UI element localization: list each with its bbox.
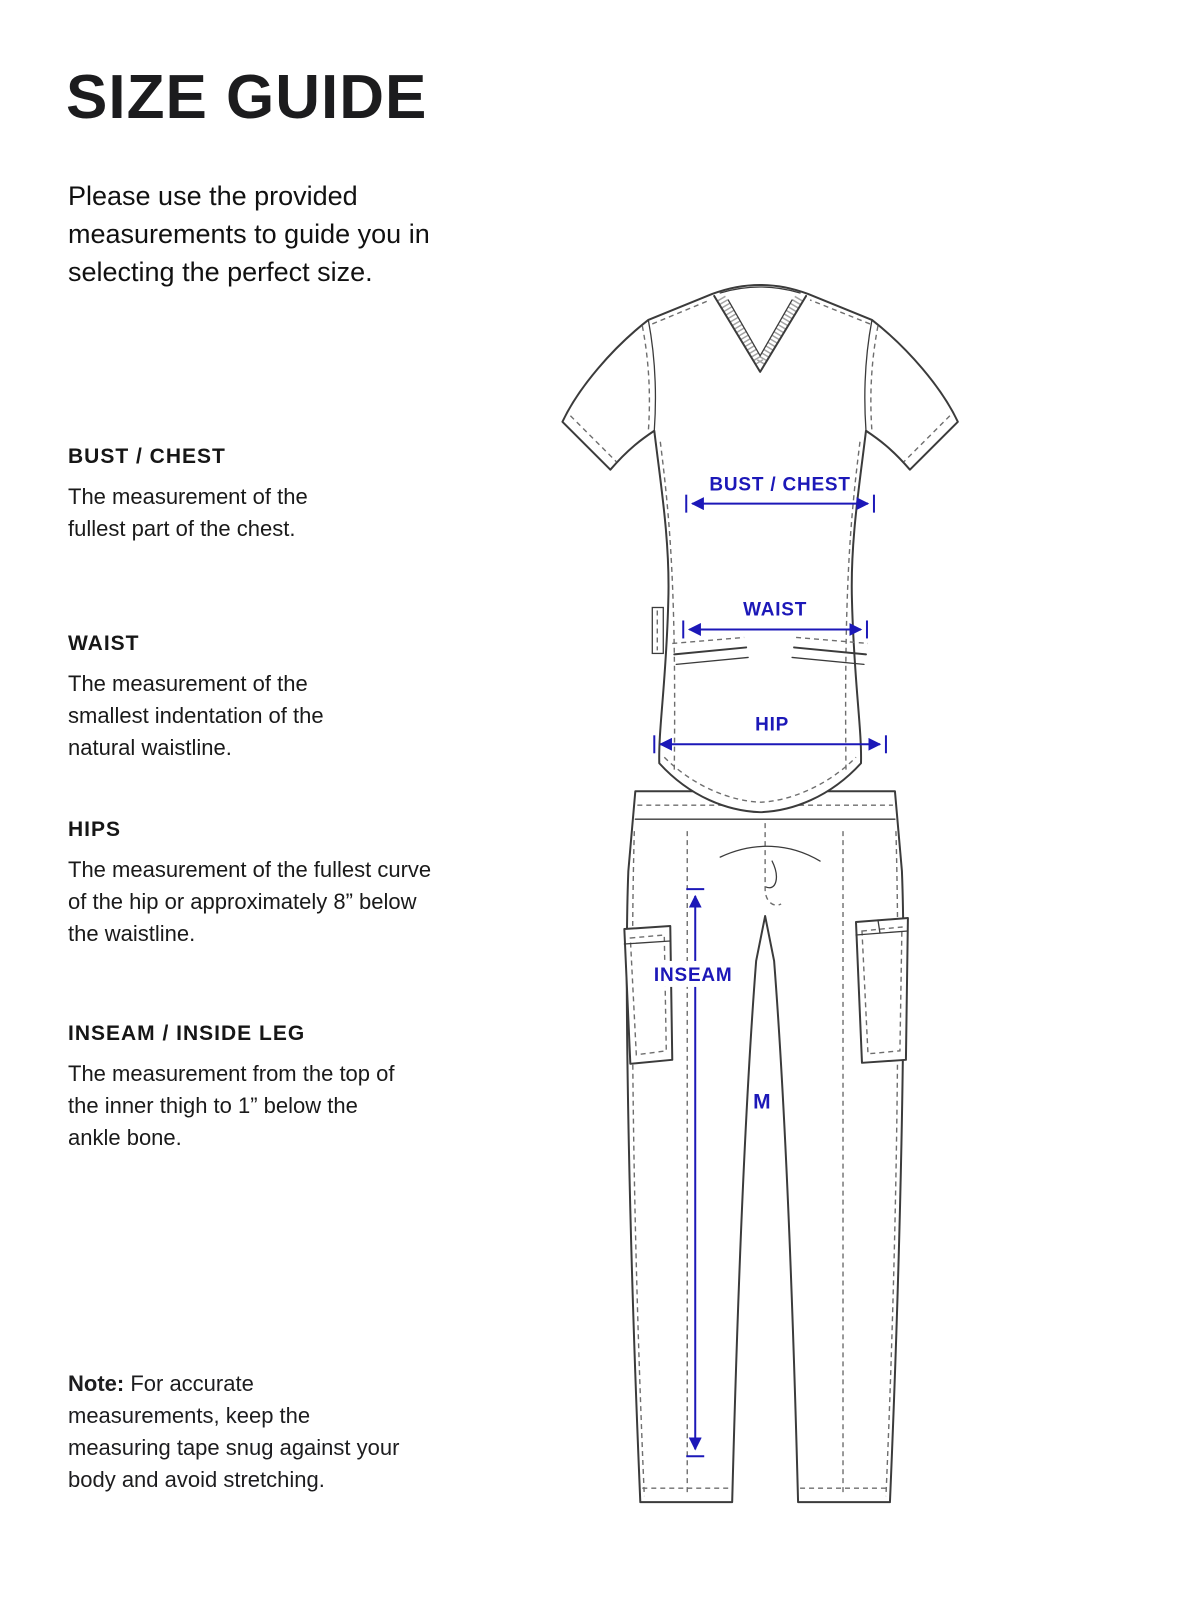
- inseam-label: INSEAM: [653, 964, 733, 986]
- section-hips: [68, 818, 436, 950]
- section-waist: [68, 632, 373, 764]
- section-inseam: [68, 1022, 413, 1154]
- section-hips-heading: HIPS: [68, 818, 122, 841]
- section-bust-body: The measurement of the fullest part of the chest.: [68, 484, 308, 541]
- waist-label: WAIST: [743, 599, 808, 621]
- scrub-pants-drawing: [624, 791, 908, 1502]
- intro-text: Please use the provided measurements to guide you in selecting the perfect size.: [68, 181, 430, 287]
- section-waist-body: The measurement of the smallest indentation of the natural waistline.: [68, 671, 324, 760]
- page-title: SIZE GUIDE: [66, 63, 428, 132]
- bust-chest-label: BUST / CHEST: [709, 474, 851, 496]
- side-tab-detail: [652, 607, 663, 653]
- pants-outline: [627, 791, 904, 1502]
- note-label: Note:: [68, 1371, 125, 1396]
- note-body: For accurate measurements, keep the measuring tape snug against your body and avoid stretching.: [68, 1371, 400, 1492]
- section-waist-heading: WAIST: [68, 632, 140, 655]
- section-inseam-heading: INSEAM / INSIDE LEG: [68, 1022, 306, 1045]
- size-diagram: [540, 272, 1160, 1600]
- hip-label: HIP: [755, 714, 790, 736]
- section-bust: [68, 445, 353, 545]
- section-hips-body: The measurement of the fullest curve of the hip or approximately 8” below the waistline.: [68, 857, 432, 946]
- section-bust-heading: BUST / CHEST: [68, 445, 226, 468]
- section-inseam-body: The measurement from the top of the inner thigh to 1” below the ankle bone.: [68, 1061, 395, 1150]
- right-cargo-pocket: [856, 918, 908, 1063]
- size-letter-label: M: [753, 1090, 772, 1114]
- left-cargo-pocket: [624, 926, 672, 1064]
- note-text: [68, 1368, 403, 1496]
